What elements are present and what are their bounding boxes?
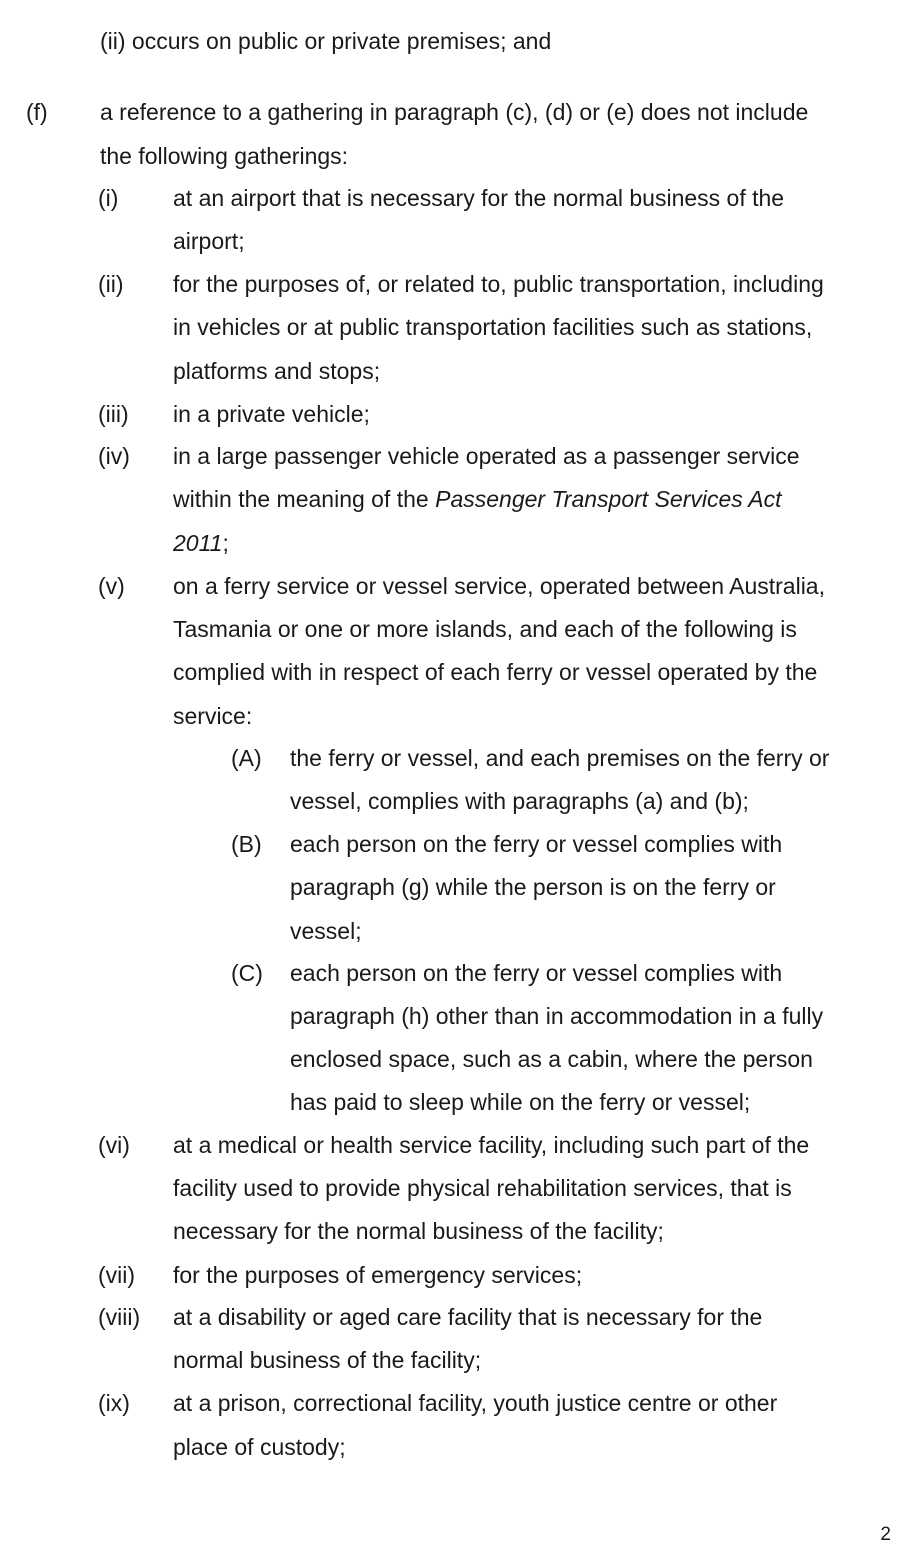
item-iv-label: (iv)	[98, 443, 130, 469]
subparagraph-ii-continuation: (ii) occurs on public or private premises; and	[100, 28, 552, 54]
item-v-line-2: Tasmania or one or more islands, and each of the following is	[173, 616, 797, 642]
subitem-B-line-3: vessel;	[290, 918, 362, 944]
subitem-A-line-1: the ferry or vessel, and each premises on the ferry or	[290, 745, 830, 771]
item-vi-label: (vi)	[98, 1132, 130, 1158]
act-title: Passenger Transport Services Act	[435, 486, 782, 512]
item-ii-label: (ii)	[98, 271, 124, 297]
subitem-C-line-4: has paid to sleep while on the ferry or vessel;	[290, 1089, 751, 1115]
item-i-line-1: at an airport that is necessary for the normal business of the	[173, 185, 785, 211]
item-v-line-4: service:	[173, 703, 253, 729]
paragraph-f-text-line-1: a reference to a gathering in paragraph (c), (d) or (e) does not include	[100, 99, 809, 125]
subitem-B-label: (B)	[231, 831, 262, 857]
item-i-label: (i)	[98, 185, 119, 211]
item-v-label: (v)	[98, 573, 125, 599]
item-iv-line-2-text: within the meaning of the	[173, 486, 436, 512]
item-ix-line-2: place of custody;	[173, 1434, 346, 1460]
item-vi-line-3: necessary for the normal business of the facility;	[173, 1218, 664, 1244]
item-v-line-1: on a ferry service or vessel service, operated between Australia,	[173, 573, 825, 599]
item-iv-line-1: in a large passenger vehicle operated as a passenger service	[173, 443, 800, 469]
page-number: 2	[880, 1524, 891, 1545]
item-i-line-2: airport;	[173, 228, 245, 254]
item-iii-line-1: in a private vehicle;	[173, 401, 370, 427]
subitem-A-line-2: vessel, complies with paragraphs (a) and (b);	[290, 788, 749, 814]
item-ii-line-1: for the purposes of, or related to, public transportation, including	[173, 271, 824, 297]
item-vii-line-1: for the purposes of emergency services;	[173, 1262, 583, 1288]
subitem-C-line-1: each person on the ferry or vessel complies with	[290, 960, 783, 986]
subitem-C-line-3: enclosed space, such as a cabin, where the person	[290, 1046, 813, 1072]
paragraph-f-text-line-2: the following gatherings:	[100, 143, 349, 169]
subitem-B-line-2: paragraph (g) while the person is on the ferry or	[290, 874, 776, 900]
item-vii-label: (vii)	[98, 1262, 136, 1288]
paragraph-f-label: (f)	[26, 99, 48, 125]
subitem-B-line-1: each person on the ferry or vessel complies with	[290, 831, 783, 857]
item-viii-line-1: at a disability or aged care facility that is necessary for the	[173, 1304, 763, 1330]
subitem-C-label: (C)	[231, 960, 263, 986]
item-ii-line-3: platforms and stops;	[173, 358, 381, 384]
item-ii-line-2: in vehicles or at public transportation facilities such as stations,	[173, 314, 813, 340]
item-v-line-3: complied with in respect of each ferry or vessel operated by the	[173, 659, 818, 685]
item-ix-label: (ix)	[98, 1390, 130, 1416]
item-ix-line-1: at a prison, correctional facility, youth justice centre or other	[173, 1390, 778, 1416]
item-iii-label: (iii)	[98, 401, 129, 427]
act-year: 2011	[173, 530, 223, 556]
subitem-C-line-2: paragraph (h) other than in accommodation in a fully	[290, 1003, 824, 1029]
item-vi-line-2: facility used to provide physical rehabilitation services, that is	[173, 1175, 792, 1201]
item-iv-line-3-tail: ;	[222, 530, 229, 556]
item-viii-label: (viii)	[98, 1304, 141, 1330]
item-vi-line-1: at a medical or health service facility, including such part of the	[173, 1132, 810, 1158]
item-iv-line-3	[173, 529, 229, 557]
subitem-A-label: (A)	[231, 745, 262, 771]
item-viii-line-2: normal business of the facility;	[173, 1347, 482, 1373]
item-iv-line-2	[173, 485, 782, 513]
